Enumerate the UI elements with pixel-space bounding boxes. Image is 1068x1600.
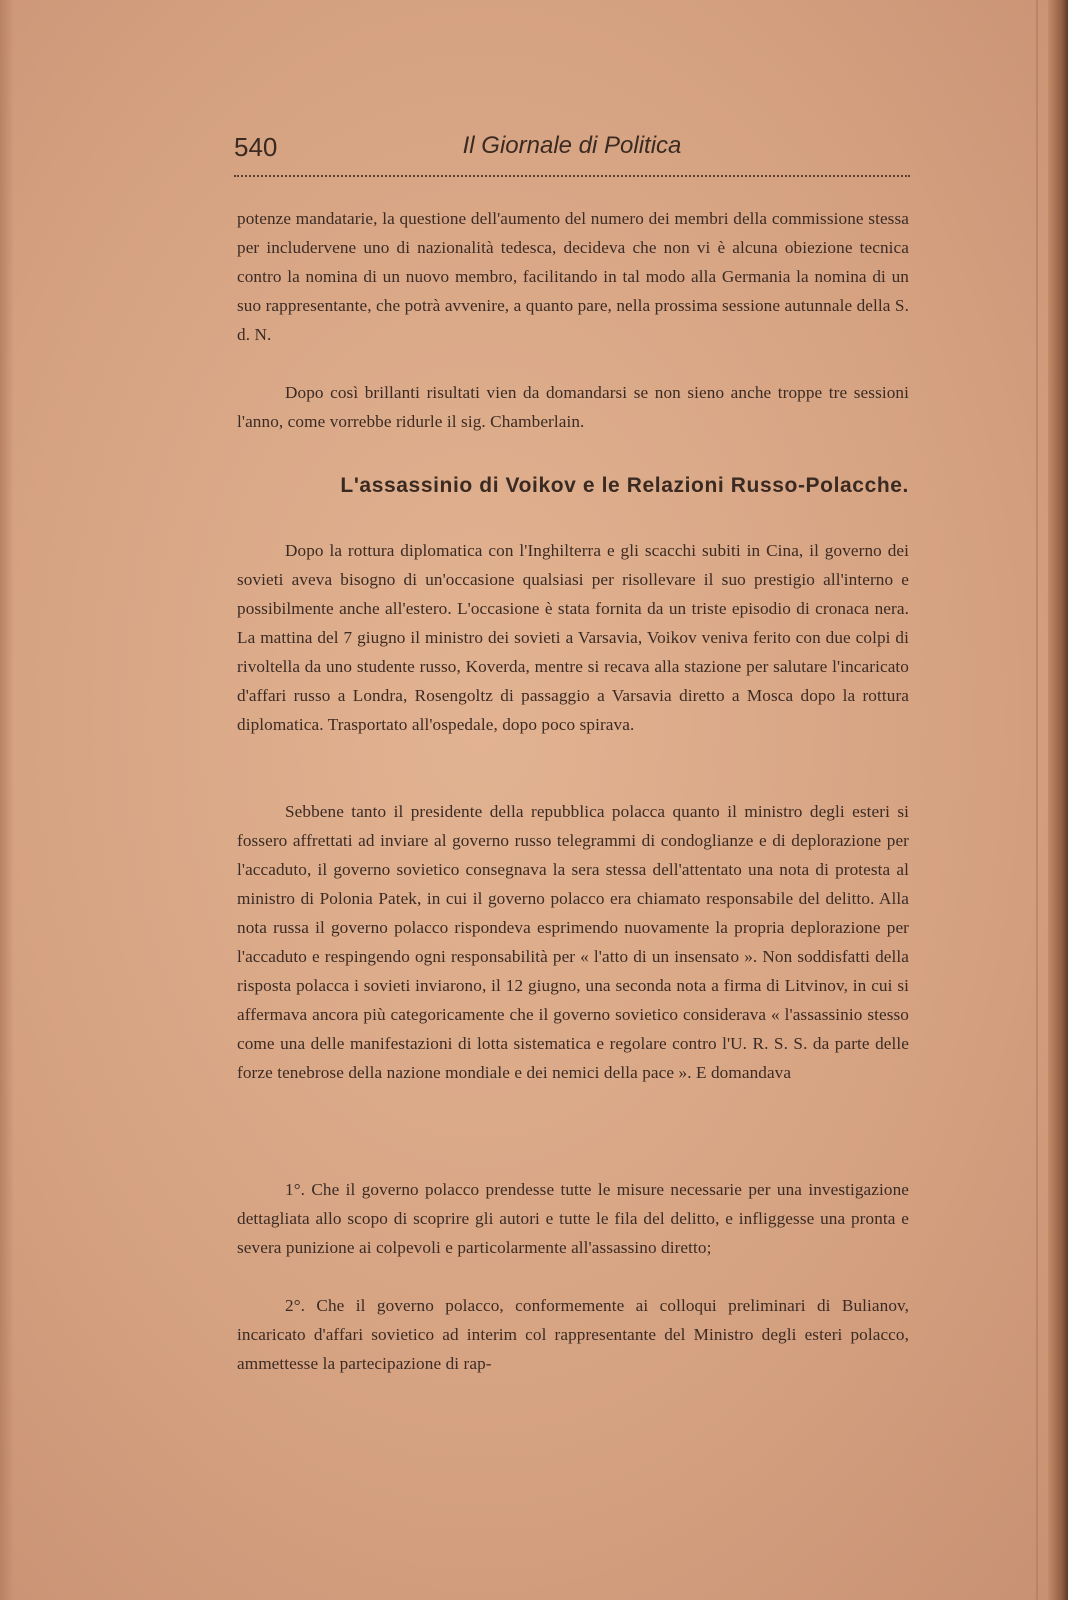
section-heading: L'assassinio di Voikov e le Relazioni Russo-Polacche. [340,474,909,497]
running-title: Il Giornale di Politica [462,132,682,159]
list-item: 2°. Che il governo polacco, conformemente ai colloqui preliminari di Bulianov, incaricato d'affari sovietico ad interim col rappresentante del Ministro degli esteri polacco, ammettesse la partecipazione di rap- [237,1296,909,1373]
page-edge-right [1048,0,1068,1600]
list-item: 1°. Che il governo polacco prendesse tutte le misure necessarie per una investigazione dettagliata allo scopo di scoprire gli autori e tutte le fila del delitto, e infliggesse una pronta e severa punizione ai colpevoli e particolarmente all'assassino diretto; [237,1180,909,1257]
paragraph: Dopo così brillanti risultati vien da domandarsi se non sieno anche troppe tre sessioni l'anno, come vorrebbe ridurle il sig. Chamberlain. [237,383,909,431]
page-fold-line [1036,0,1038,1600]
header-rule [234,175,910,177]
paragraph: Dopo la rottura diplomatica con l'Inghilterra e gli scacchi subiti in Cina, il governo dei sovieti aveva bisogno di un'occasione qualsiasi per risollevare il suo prestigio all'interno e possibilmente anche all'estero. L'occasione è stata fornita da un triste episodio di cronaca nera. La mattina del 7 giugno il ministro dei sovieti a Varsavia, Voikov veniva ferito con due colpi di rivoltella da uno studente russo, Koverda, mentre si recava alla stazione per salutare l'incaricato d'affari russo a Londra, Rosengoltz di passaggio a Varsavia diretto a Mosca dopo la rottura diplomatica. Trasportato all'ospedale, dopo poco spirava. [237,541,909,734]
page-header [234,132,910,172]
paragraph: potenze mandatarie, la questione dell'aumento del numero dei membri della commissione stessa per includervene uno di nazionalità tedesca, decideva che non vi è alcuna obiezione tecnica contro la nomina di un nuovo membro, facilitando in tal modo alla Germania la nomina di un suo rappresentante, che potrà avvenire, a quanto pare, nella prossima sessione autunnale della S. d. N. [237,209,909,344]
page-number: 540 [234,132,278,162]
page-edge-left [0,0,14,1600]
paragraph: Sebbene tanto il presidente della repubblica polacca quanto il ministro degli esteri si fossero affrettati ad inviare al governo russo telegrammi di condoglianze e di deplorazione per l'accaduto, il governo sovietico consegnava la sera stessa dell'attentato una nota di protesta al ministro di Polonia Patek, in cui il governo polacco era chiamato responsabile del delitto. Alla nota russa il governo polacco rispondeva esprimendo nuovamente la propria deplorazione per l'accaduto e respingendo ogni responsabilità per « l'atto di un insensato ». Non soddisfatti della risposta polacca i sovieti inviarono, il 12 giugno, una seconda nota a firma di Litvinov, in cui si affermava ancora più categoricamente che il governo sovietico considerava « l'assassinio stesso come una delle manifestazioni di lotta sistematica e regolare contro l'U. R. S. S. da parte delle forze tenebrose della nazione mondiale e dei nemici della pace ». E domandava [237,802,909,1082]
